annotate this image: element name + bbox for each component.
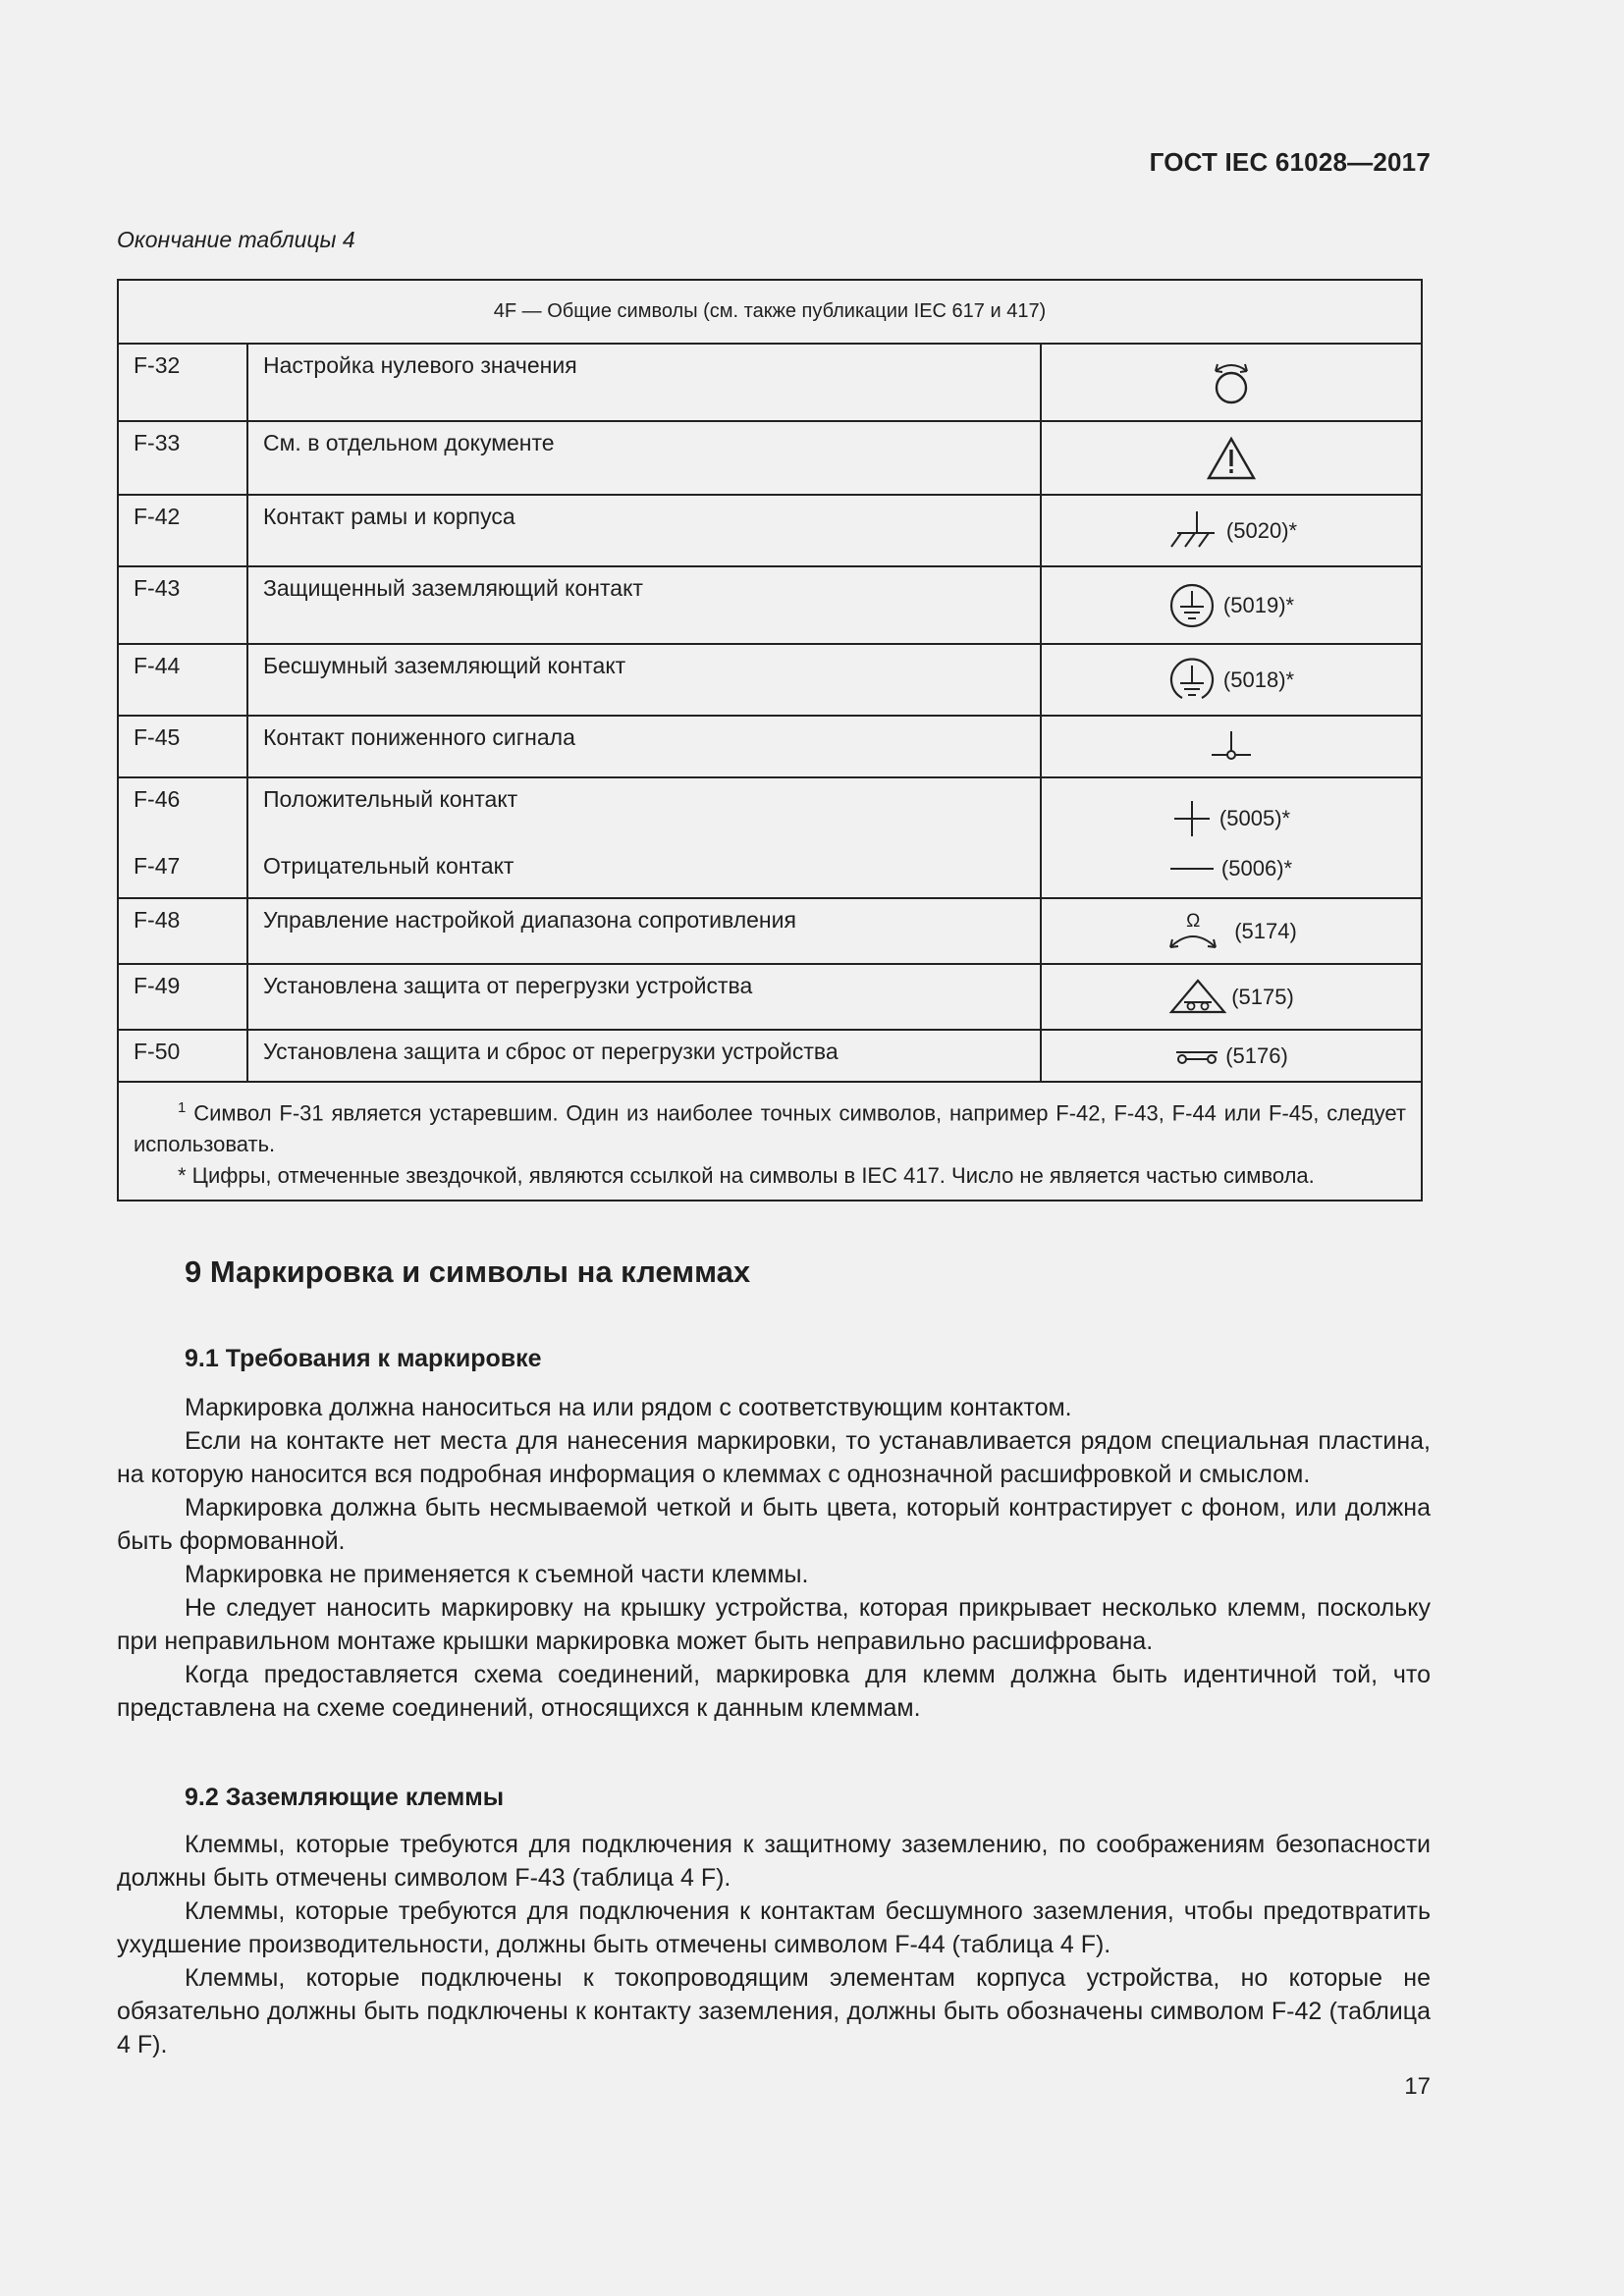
minus-icon (1170, 859, 1214, 879)
footnote-1: Символ F-31 является устаревшим. Один из наиболее точных символов, например F-42, F-43, F-44 или F-45, следует использовать. (134, 1100, 1406, 1157)
row-code: F-42 (119, 496, 248, 565)
row-name: Отрицательный контакт (263, 853, 514, 879)
row-name: Бесшумный заземляющий контакт (248, 645, 1042, 715)
table-row (119, 963, 1421, 1029)
paragraph: Если на контакте нет места для нанесения маркировки, то устанавливается рядом специальная пластина, на которую наносится вся подробная информация о клеммах с однозначной расшифровкой и смыслом. (117, 1427, 1431, 1488)
symbol-reference: (5175) (1231, 984, 1294, 1009)
row-name: Положительный контакт (263, 786, 518, 812)
paragraph: Маркировка не применяется к съемной части клеммы. (185, 1561, 809, 1588)
symbol-reference: (5019)* (1222, 592, 1295, 617)
row-name: См. в отдельном документе (248, 422, 1042, 494)
paragraph: Маркировка должна наноситься на или рядом с соответствующим контактом. (185, 1394, 1072, 1421)
table-row (119, 776, 1421, 897)
table-row (119, 643, 1421, 715)
frame-ground-icon (1165, 509, 1218, 553)
overload-reset-icon (1174, 1044, 1219, 1068)
table-row (119, 897, 1421, 963)
row-name: Контакт рамы и корпуса (248, 496, 1042, 565)
table-row (119, 565, 1421, 643)
warning-triangle-icon (1206, 436, 1257, 481)
symbol-reference: (5006)* (1220, 856, 1293, 881)
zero-adjust-icon (1210, 359, 1253, 406)
row-code: F-46 (134, 786, 181, 812)
subsection-title: 9.2 Заземляющие клеммы (185, 1784, 505, 1811)
subsection-1-body (117, 1391, 1431, 1725)
section-title: 9 Маркировка и символы на клеммах (185, 1255, 751, 1289)
row-name: Управление настройкой диапазона сопротивления (248, 899, 1042, 963)
row-name: Настройка нулевого значения (248, 345, 1042, 420)
plus-icon (1172, 799, 1212, 838)
table-row (119, 1029, 1421, 1081)
table-heading: 4F — Общие символы (см. также публикации IEC 617 и 417) (493, 300, 1047, 322)
noiseless-earth-icon (1168, 657, 1216, 704)
page-number: 17 (1404, 2073, 1431, 2100)
row-name: Защищенный заземляющий контакт (248, 567, 1042, 643)
row-code: F-32 (119, 345, 248, 420)
symbol-reference: (5020)* (1225, 517, 1298, 543)
subsection-2-body (117, 1828, 1431, 2061)
row-code: F-49 (119, 965, 248, 1029)
symbol-reference: (5174) (1234, 918, 1297, 943)
table-row (119, 715, 1421, 776)
paragraph: Когда предоставляется схема соединений, маркировка для клемм должна быть идентичной той, что представлена на схеме соединений, относящихся к данным клеммам. (117, 1661, 1431, 1722)
symbol-reference: (5176) (1225, 1042, 1288, 1068)
paragraph: Маркировка должна быть несмываемой четкой и быть цвета, который контрастирует с фоном, или должна быть формованной. (117, 1494, 1431, 1555)
row-code: F-45 (119, 717, 248, 776)
omega-label: Ω (1186, 910, 1201, 932)
row-name: Установлена защита и сброс от перегрузки устройства (248, 1031, 1042, 1081)
protective-earth-icon (1168, 582, 1216, 629)
table-row (119, 420, 1421, 494)
symbol-reference: (5005)* (1218, 806, 1291, 830)
paragraph: Клеммы, которые подключены к токопроводящим элементам корпуса устройства, но которые не обязательно должны быть подключены к контакту заземления, должны быть обозначены символом F-42 (таблица 4 F). (117, 1964, 1431, 2058)
row-code: F-44 (119, 645, 248, 715)
paragraph: Клеммы, которые требуются для подключения к защитному заземлению, по соображениям безопасности должны быть отмечены символом F-43 (таблица 4 F). (117, 1831, 1431, 1892)
footnote-marker: 1 (178, 1099, 187, 1116)
paragraph: Не следует наносить маркировку на крышку устройства, которая прикрывает несколько клемм, поскольку при неправильном монтаже крышки маркировка может быть неправильно расшифрована. (117, 1594, 1431, 1655)
row-code: F-48 (119, 899, 248, 963)
overload-protection-icon (1168, 977, 1227, 1018)
subsection-title: 9.1 Требования к маркировке (185, 1345, 542, 1372)
table-caption: Окончание таблицы 4 (117, 227, 355, 252)
row-code: F-33 (119, 422, 248, 494)
row-name: Контакт пониженного сигнала (248, 717, 1042, 776)
row-code: F-43 (119, 567, 248, 643)
table-row (119, 494, 1421, 565)
signal-low-icon (1208, 727, 1255, 767)
row-name: Установлена защита от перегрузки устройства (248, 965, 1042, 1029)
resistance-adjust-icon (1165, 910, 1220, 953)
row-code: F-50 (119, 1031, 248, 1081)
paragraph: Клеммы, которые требуются для подключения к контактам бесшумного заземления, чтобы предотвратить ухудшение производительности, должны быть отмечены символом F-44 (таблица 4 F). (117, 1897, 1431, 1958)
table-row (119, 343, 1421, 420)
table-notes (119, 1081, 1421, 1200)
symbol-reference: (5018)* (1222, 667, 1295, 692)
footnote-2: * Цифры, отмеченные звездочкой, являются ссылкой на символы в IEC 417. Число не является частью символа. (178, 1163, 1315, 1189)
row-code: F-47 (134, 853, 181, 879)
document-number: ГОСТ IEC 61028—2017 (1149, 147, 1431, 177)
symbols-table (117, 279, 1423, 1201)
